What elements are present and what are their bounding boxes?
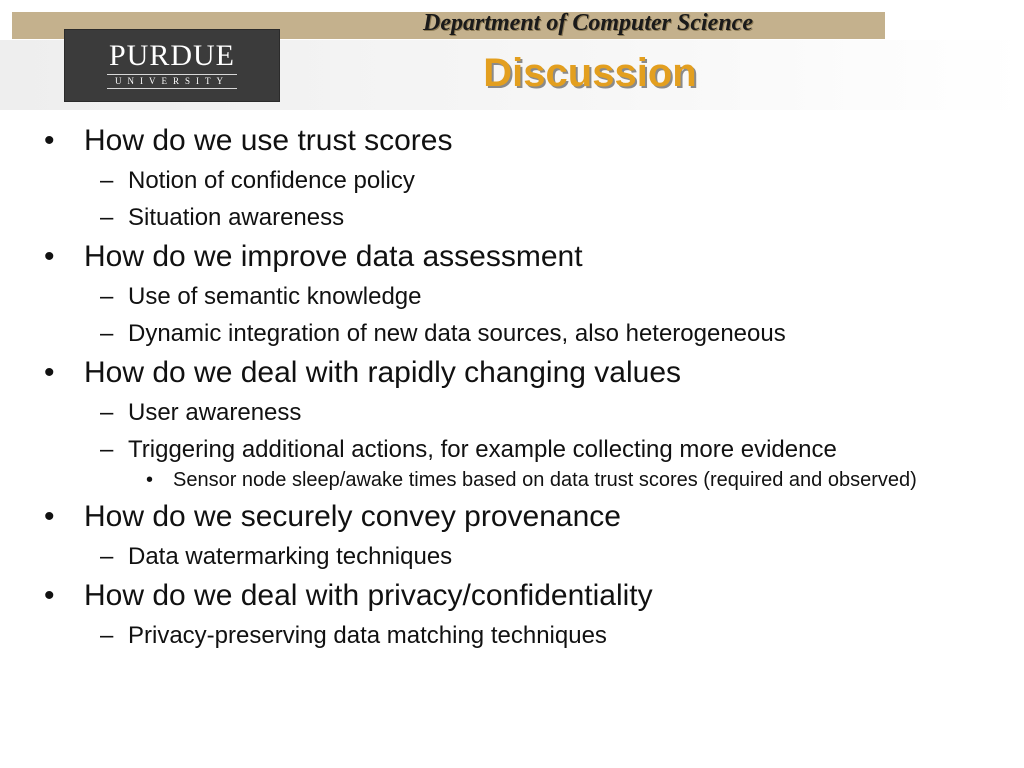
sub-bullet-item — [0, 167, 1024, 195]
dash-marker: – — [100, 283, 114, 310]
sub-bullet-item — [0, 204, 1024, 232]
bullet-item — [0, 579, 1024, 613]
department-name: Department of Computer Science — [423, 10, 753, 36]
bullet-item — [0, 500, 1024, 534]
bullet-marker: • — [44, 356, 55, 389]
dash-marker: – — [100, 167, 114, 194]
sub-bullet-item — [0, 622, 1024, 650]
bullet-text: How do we use trust scores — [84, 124, 453, 157]
sub-bullet-item — [0, 543, 1024, 571]
purdue-logo — [64, 29, 280, 102]
bullet-text: How do we securely convey provenance — [84, 500, 621, 533]
bullet-item — [0, 124, 1024, 158]
sub-bullet-item — [0, 320, 1024, 348]
sub-bullet-text: Data watermarking techniques — [128, 543, 453, 570]
bullet-marker: • — [44, 240, 55, 273]
bullet-marker: • — [44, 579, 55, 612]
dash-marker: – — [100, 399, 114, 426]
logo-subtext: UNIVERSITY — [115, 76, 229, 86]
sub-bullet-text: Situation awareness — [128, 204, 345, 231]
bullet-item — [0, 356, 1024, 390]
sub-sub-bullet-text: Sensor node sleep/awake times based on data trust scores (required and observed) — [173, 469, 917, 491]
sub-bullet-item — [0, 436, 1024, 464]
sub-bullet-text: Dynamic integration of new data sources, also heterogeneous — [128, 320, 786, 347]
dash-marker: – — [100, 204, 114, 231]
slide-title: Discussion — [483, 51, 697, 95]
sub-bullet-text: User awareness — [128, 399, 302, 426]
sub-bullet-text: Triggering additional actions, for example collecting more evidence — [128, 436, 837, 463]
bullet-text: How do we deal with privacy/confidentiality — [84, 579, 653, 612]
sub-bullet-text: Notion of confidence policy — [128, 167, 415, 194]
bullet-item — [0, 240, 1024, 274]
sub-bullet-text: Use of semantic knowledge — [128, 283, 422, 310]
logo-rule-bottom — [107, 88, 237, 89]
bullet-list — [0, 118, 1024, 650]
sub-bullet-item — [0, 283, 1024, 311]
sub-bullet-text: Privacy-preserving data matching techniques — [128, 622, 607, 649]
small-bullet-marker: • — [146, 469, 154, 491]
dash-marker: – — [100, 320, 114, 347]
bullet-marker: • — [44, 500, 55, 533]
bullet-text: How do we deal with rapidly changing values — [84, 356, 682, 389]
dash-marker: – — [100, 543, 114, 570]
bullet-text: How do we improve data assessment — [84, 240, 583, 273]
sub-bullet-item — [0, 399, 1024, 427]
bullet-marker: • — [44, 124, 55, 157]
dash-marker: – — [100, 436, 114, 463]
logo-wordmark: PURDUE — [108, 39, 235, 72]
sub-sub-bullet-item — [0, 468, 1013, 492]
dash-marker: – — [100, 622, 114, 649]
